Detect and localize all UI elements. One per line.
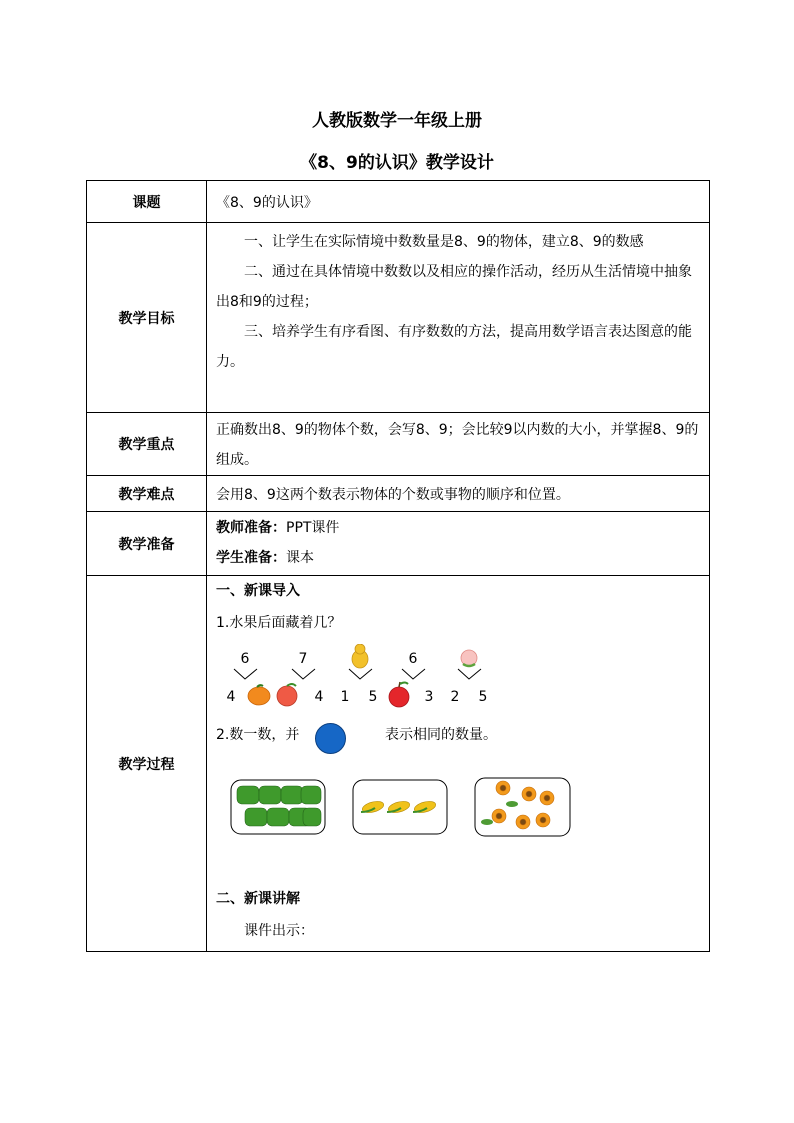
tree-2-right: 4 (314, 689, 324, 705)
tree-1-top: 6 (240, 651, 250, 667)
row-key-points (87, 413, 710, 476)
sunflower-icon (540, 791, 554, 805)
peach-icon (277, 684, 297, 706)
sunflower-icon (516, 815, 530, 829)
courseware-label: 课件出示： (244, 923, 314, 939)
orange-icon (248, 685, 270, 705)
row-process (87, 576, 710, 952)
corn-group (353, 780, 447, 834)
pepper-icon (267, 808, 289, 826)
goal-item-2: 二、通过在具体情境中数数以及相应的操作活动，经历从生活情境中抽象出8和9的过程； (216, 264, 692, 310)
question-2-suffix: 表示相同的数量。 (385, 727, 497, 743)
peach-icon (461, 650, 477, 666)
number-tree-3 (341, 644, 378, 705)
label-key-points: 教学重点 (87, 413, 207, 476)
tree-3-right: 5 (368, 689, 378, 705)
teacher-prep-value: PPT课件 (286, 520, 340, 536)
row-difficulties (87, 476, 710, 512)
key-points-value: 正确数出8、9的物体个数，会写8、9；会比较9以内数的大小，并掌握8、9的组成。 (216, 422, 699, 468)
student-prep-value: 课本 (286, 550, 314, 566)
student-prep-label: 学生准备： (216, 550, 286, 566)
number-bond-trees (207, 644, 710, 724)
number-tree-5 (451, 650, 488, 705)
tree-3-left: 1 (340, 689, 350, 705)
sunflower-icon (492, 809, 506, 823)
counting-groups (207, 774, 710, 846)
row-preparation (87, 512, 710, 576)
pepper-icon (245, 808, 267, 826)
pear-icon (352, 644, 368, 668)
pepper-group (231, 780, 325, 834)
number-tree-4 (389, 651, 433, 707)
teacher-prep-label: 教师准备： (216, 520, 286, 536)
tree-2-top: 7 (298, 651, 308, 667)
section-new-lesson-explain: 二、新课讲解 (216, 891, 300, 907)
row-topic (87, 181, 710, 223)
tree-5-right: 5 (478, 689, 488, 705)
question-2-prefix: 2.数一数，并 (216, 727, 300, 743)
sunflower-icon (496, 781, 510, 795)
pepper-icon (259, 786, 281, 804)
label-difficulties: 教学难点 (87, 476, 207, 512)
sunflower-icon (536, 813, 550, 827)
number-tree-1 (227, 651, 270, 705)
goal-item-1: 一、让学生在实际情境中数数量是8、9的物体，建立8、9的数感 (244, 234, 644, 250)
tree-4-top: 6 (408, 651, 418, 667)
topic-value: 《8、9的认识》 (207, 181, 710, 223)
row-goals (87, 223, 710, 413)
label-topic: 课题 (87, 181, 207, 223)
difficulties-value: 会用8、9这两个数表示物体的个数或事物的顺序和位置。 (207, 476, 710, 512)
pepper-icon (303, 808, 321, 826)
tree-1-left: 4 (226, 689, 236, 705)
section-new-lesson-intro: 一、新课导入 (216, 583, 300, 599)
tree-5-left: 2 (450, 689, 460, 705)
question-1: 1.水果后面藏着几？ (216, 615, 342, 631)
label-preparation: 教学准备 (87, 512, 207, 576)
pepper-icon (281, 786, 303, 804)
blue-circle-icon (315, 723, 346, 754)
page-subtitle: 《8、9的认识》教学设计 (300, 153, 494, 173)
goal-item-3: 三、培养学生有序看图、有序数数的方法，提高用数学语言表达图意的能力。 (216, 324, 692, 370)
pepper-icon (301, 786, 321, 804)
number-tree-2 (277, 651, 324, 706)
apple-icon (389, 682, 409, 707)
sunflower-icon (522, 787, 536, 801)
page-title: 人教版数学一年级上册 (312, 111, 482, 131)
sunflower-group (475, 778, 570, 836)
lesson-plan-table (86, 180, 710, 952)
label-process: 教学过程 (87, 576, 207, 952)
label-goals: 教学目标 (87, 223, 207, 413)
pepper-icon (237, 786, 259, 804)
tree-4-right: 3 (424, 689, 434, 705)
